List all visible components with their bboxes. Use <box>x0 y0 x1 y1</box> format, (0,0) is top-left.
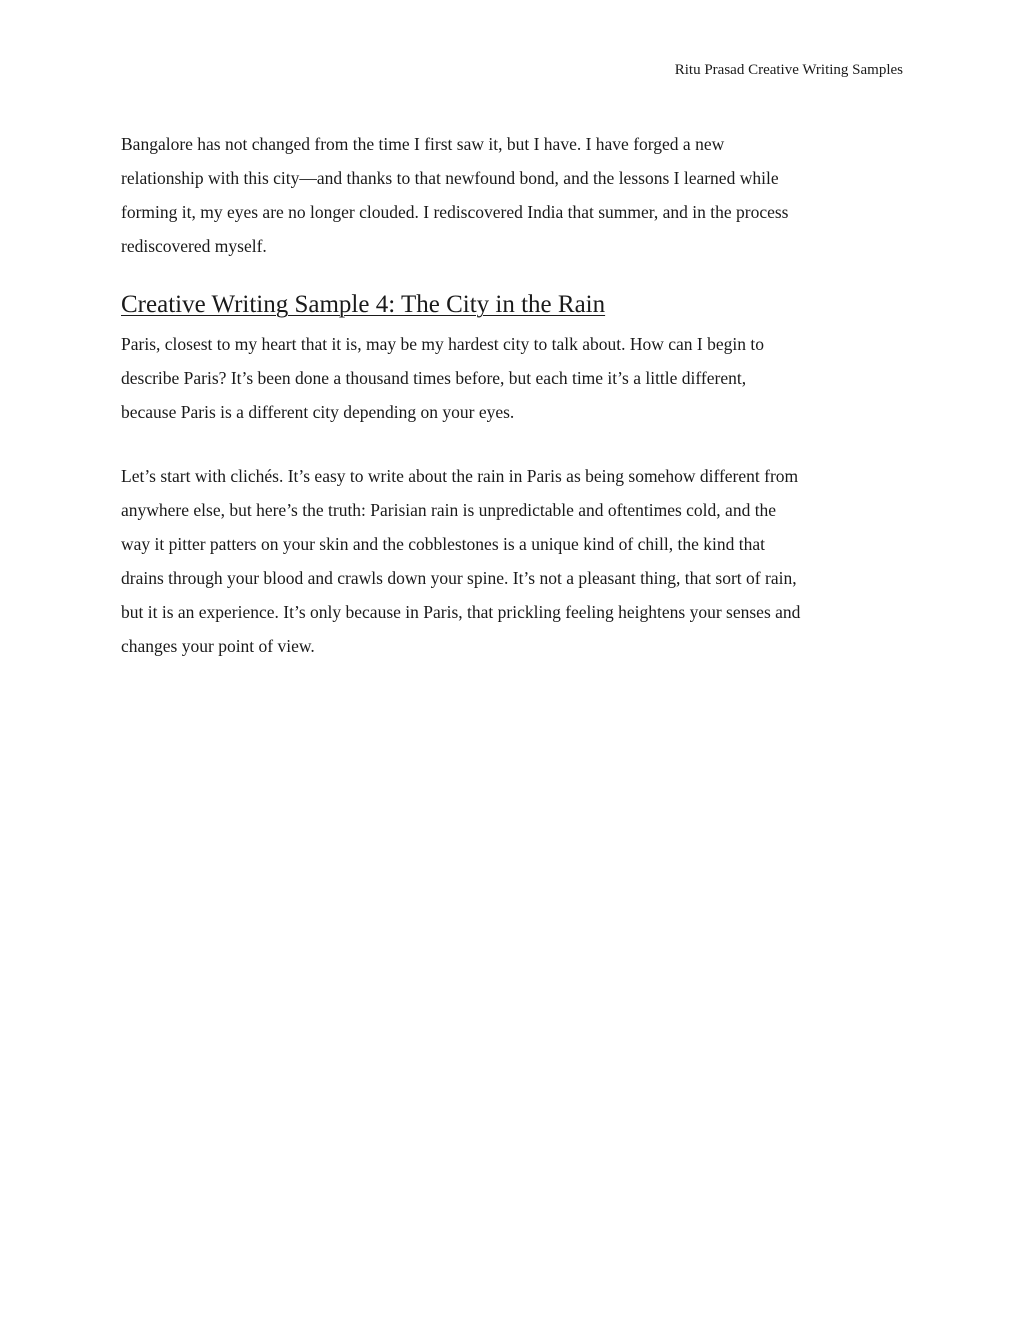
paragraph-paris-intro <box>121 327 906 429</box>
paragraph-line: changes your point of view. <box>121 636 315 656</box>
paragraph-line: anywhere else, but here’s the truth: Parisian rain is unpredictable and oftentimes cold, and the <box>121 500 777 520</box>
paragraph-line: because Paris is a different city depending on your eyes. <box>121 402 515 422</box>
paragraph-bangalore <box>121 127 906 263</box>
section-heading: Creative Writing Sample 4: The City in the Rain <box>121 291 606 318</box>
running-header: Ritu Prasad Creative Writing Samples <box>674 62 903 78</box>
paragraph-line: drains through your blood and crawls down your spine. It’s not a pleasant thing, that sort of rain, <box>121 568 797 588</box>
paragraph-line: describe Paris? It’s been done a thousand times before, but each time it’s a little different, <box>121 368 747 388</box>
paragraph-line: forming it, my eyes are no longer clouded. I rediscovered India that summer, and in the process <box>121 202 789 222</box>
paragraph-line: Let’s start with clichés. It’s easy to write about the rain in Paris as being somehow different from <box>121 466 799 486</box>
paragraph-line: Bangalore has not changed from the time I first saw it, but I have. I have forged a new <box>121 134 725 154</box>
paragraph-line: Paris, closest to my heart that it is, may be my hardest city to talk about. How can I begin to <box>121 334 764 354</box>
paragraph-line: but it is an experience. It’s only because in Paris, that prickling feeling heightens your senses and <box>121 602 801 622</box>
paragraph-line: rediscovered myself. <box>121 236 267 256</box>
paragraph-line: relationship with this city—and thanks to that newfound bond, and the lessons I learned while <box>121 168 779 188</box>
paragraph-paris-rain <box>121 459 906 663</box>
paragraph-line: way it pitter patters on your skin and the cobblestones is a unique kind of chill, the kind that <box>121 534 765 554</box>
